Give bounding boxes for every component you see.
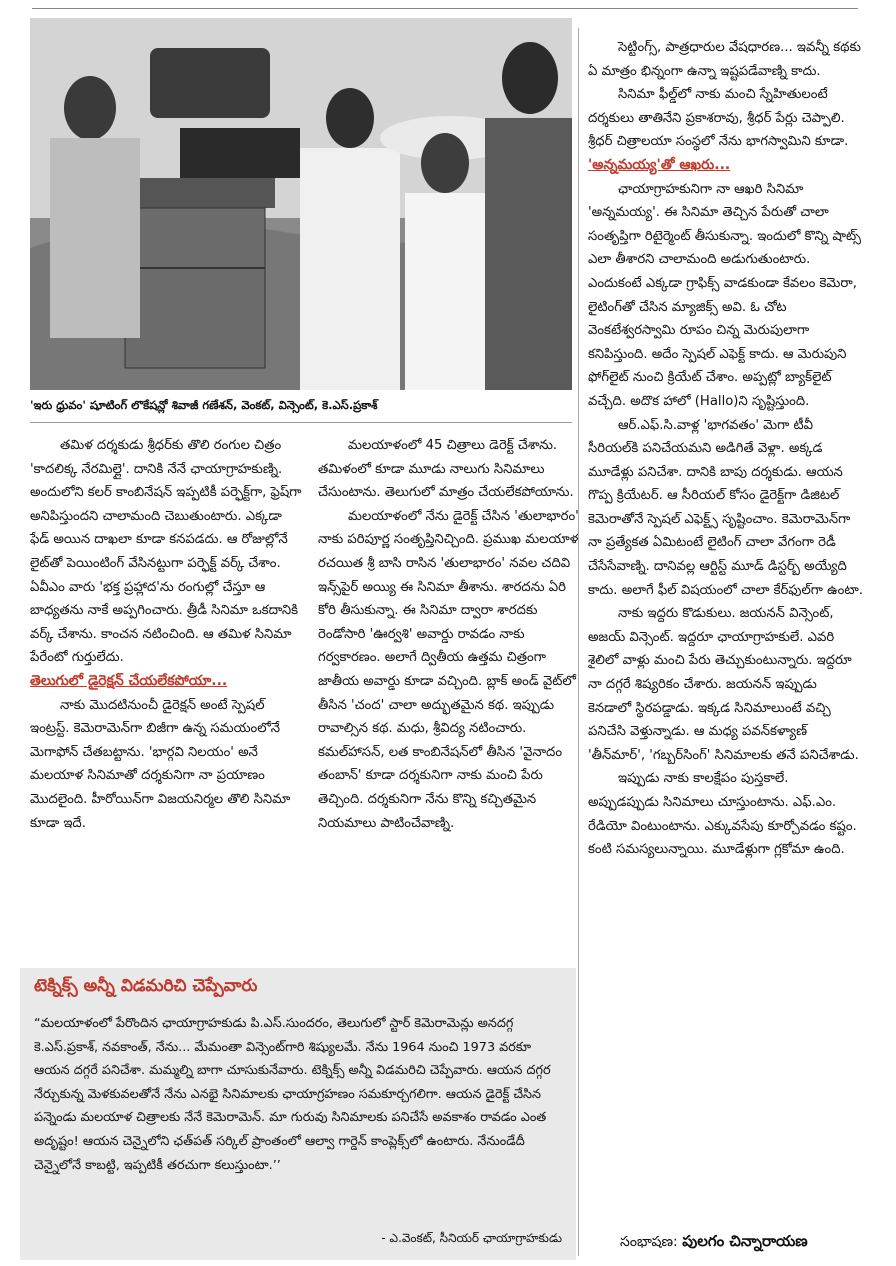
- article-column-2: [318, 434, 588, 835]
- article-column-3: [588, 36, 863, 862]
- credit-label: సంభాషణ:: [620, 1234, 678, 1250]
- paragraph: ఆర్.ఎఫ్.సి.వాళ్ల 'భాగవతం' మెగా టీవీ సీరియల్‌కి పనిచేయమని అడిగితే వెళ్లా. అక్కడ మూడేళ్లు పనిచేశా. దానికి బాపు దర్శకుడు. ఆయన గొప్ప క్రియేటర్. ఆ సీరియల్ కోసం డైరెక్ట్‌గా డిజిటల్ కెమెరాతోనే స్పెషల్ ఎఫెక్ట్స్ సృష్టించాం. కెమెరామెన్‌గా నా ప్రత్యేకత ఏమిటంటే లైటింగ్ చాలా వేగంగా రెడీ చేసేసేవాణ్ని. దానివల్ల ఆర్టిస్ట్ మూడ్ డిస్టర్బ్ అయ్యేది కాదు. అలాగే ఫీల్ విషయంలో చాలా కేర్‌ఫుల్‌గా ఉంటా.: [588, 417, 863, 598]
- subheading: 'అన్నమయ్య'తో ఆఖరు...: [588, 156, 731, 173]
- paragraph: నాకు ఇద్దరు కొడుకులు. జయనన్ విన్సెంట్, అజయ్ విన్సెంట్. ఇద్దరూ ఛాయాగ్రాహకులే. ఎవరి శైలిలో వాళ్లు మంచి పేరు తెచ్చుకుంటున్నారు. ఇద్దరూ నా దగ్గరే శిష్యరికం చేశారు. జయనన్ ఇప్పుడు కెనడాలో స్థిరపడ్డాడు. ఇక్కడ సినిమాలుంటే వచ్చి పనిచేసి వెళ్తున్నాడు. ఆ మధ్య పవన్‌కళ్యాణ్ 'తీన్‌మార్', 'గబ్బర్‌సింగ్' సినిమాలకు తనే పనిచేశాడు.: [588, 606, 859, 763]
- paragraph: సినిమా ఫీల్డ్‌లో నాకు మంచి స్నేహితులంటే దర్శకులు తాతినేని ప్రకాశరావు, శ్రీధర్ పేర్లు చెప్పాలి. శ్రీధర్ చిత్రాలయా సంస్థలో నేను భాగస్వామిని కూడా.: [588, 87, 849, 150]
- caption-rule: [30, 422, 572, 423]
- paragraph: తమిళ దర్శకుడు శ్రీధర్‌కు తొలి రంగుల చిత్రం 'కాదలిక్క నేరమిల్లై'. దానికి నేనే ఛాయాగ్రాహకుణ్ని. అందులోని కలర్ కాంబినేషన్ ఇప్పటికీ పర్ఫెక్ట్‌గా, ఫ్రెష్‌గా అనిపిస్తుందని చాలామంది చెబుతుంటారు. ఎక్కడా ఫేడ్ అయిన దాఖలా కూడా కనపడదు. ఆ రోజుల్లోనే లైట్‌తో పెయింటింగ్ వేసినట్టుగా పర్ఫెక్ట్ వర్క్ చేశాం. ఏవీఎం వారు 'భక్త ప్రహ్లాద'ను రంగుల్లో చేస్తూ ఆ బాధ్యతను నాకే అప్పగించారు. త్రీడీ సినిమా ఒకదానికి వర్క్ చేశాను. కాంచన నటించింది. ఆ తమిళ సినిమా పేరేంటో గుర్తులేదు.: [30, 438, 302, 666]
- article-column-1: [30, 434, 305, 835]
- column-divider: [578, 28, 579, 1256]
- subheading: తెలుగులో డైరెక్షన్ చేయలేకపోయా...: [30, 672, 228, 689]
- film-shooting-photo: [30, 18, 572, 390]
- photo-illustration: [30, 18, 572, 390]
- paragraph: ఇప్పుడు నాకు కాలక్షేపం పుస్తకాలే. అప్పుడప్పుడు సినిమాలు చూస్తుంటాను. ఎఫ్.ఎం. రేడియో వింటుంటాను. ఎక్కువసేపు కూర్చోవడం కష్టం. కంటి సమస్యలున్నాయి. మూడేళ్లుగా గ్లకోమా ఉంది.: [588, 771, 857, 858]
- quote-box-title: టెక్నిక్స్ అన్నీ విడమరిచి చెప్పేవారు: [34, 976, 258, 996]
- paragraph: మలయాళంలో 45 చిత్రాలు డెరెక్ట్ చేశాను. తమిళంలో కూడా మూడు నాలుగు సినిమాలు చేసుంటాను. తెలుగులో మాత్రం చేయలేకపోయాను.: [318, 438, 574, 501]
- interview-credit: [620, 1232, 808, 1254]
- quote-signature: - ఎ.వెంకట్, సీనియర్ ఛాయాగ్రాహకుడు: [381, 1231, 562, 1245]
- quote-box-text: “మలయాళంలో పేరొందిన ఛాయాగ్రాహకుడు పి.ఎస్.సుందరం, తెలుగులో స్టార్ కెమెరామెన్లు అనదగ్గ కె.ఎస్.ప్రకాశ్, నవకాంత్, నేను... మేమంతా విన్సెంట్‌గారి శిష్యులమే. నేను 1964 నుంచి 1973 వరకూ ఆయన దగ్గరే పనిచేశా. మమ్మల్ని బాగా చూసుకునేవారు. టెక్నిక్స్ అన్నీ విడమరిచి చెప్పేవారు. ఆయన దగ్గర నేర్చుకున్న మెళకువలతోనే నేను ఎనభై సినిమాలకు ఛాయాగ్రహణం సమకూర్చగలిగా. ఆయన డైరెక్ట్ చేసిన పన్నెండు మలయాళ చిత్రాలకు నేనే కెమెరామెన్. మా గురువు సినిమాలకు పనిచేసే అవకాశం రావడం ఎంత అదృష్టం! ఆయన చెన్నైలోని ఛత్‌పత్ సర్కిల్ ప్రాంతంలో ఆల్వా గార్డెన్ కాంప్లెక్స్‌లో ఉంటారు. నేనుండేదీ చెన్నైలోనే కాబట్టి, ఇప్పటికీ తరచుగా కలుస్తుంటా.’’: [34, 1016, 551, 1173]
- quote-box: [20, 968, 576, 1260]
- top-rule: [32, 8, 858, 9]
- paragraph: మలయాళంలో నేను డైరెక్ట్ చేసిన 'తులాభారం' నాకు పరిపూర్ణ సంతృప్తినిచ్చింది. ప్రముఖ మలయాళ రచయిత శ్రీ బాసి రాసిన 'తులాభారం' నవల చదివి ఇన్స్‌పైర్ అయ్యి ఈ సినిమా తీశాను. శారదను ఏరి కోరి తీసుకున్నా. ఈ సినిమా ద్వారా శారదకు రెండోసారి 'ఊర్వశి' అవార్డు రావడం నాకు గర్వకారణం. అలాగే ద్వితీయ ఉత్తమ చిత్రంగా జాతీయ అవార్డు కూడా వచ్చింది. బ్లాక్ అండ్ వైట్‌లో తీసిన 'చంద' చాలా అద్భుతమైన కథ. ఇప్పుడు రావాల్సిన కథ. మధు, శ్రీవిద్య నటించారు. కమల్‌హాసన్, లత కాంబినేషన్‌లో తీసిన 'వైనాదం తంబాన్' కూడా దర్శకునిగా నాకు మంచి పేరు తెచ్చింది. దర్శకునిగా నేను కొన్ని కచ్చితమైన నియమాలు పాటించేవాణ్ని.: [318, 508, 579, 831]
- credit-name: పులగం చిన్నారాయణ: [682, 1232, 808, 1250]
- paragraph: నాకు మొదటినుంచీ డైరెక్షన్ అంటే స్పెషల్ ఇంట్రస్ట్. కెమెరామెన్‌గా బిజీగా ఉన్న సమయంలోనే మెగాఫోన్ చేతబట్టాను. 'భార్గవి నిలయం' అనే మలయాళ సినిమాతో దర్శకునిగా నా ప్రయాణం మొదలైంది. హీరోయిన్‌గా విజయనిర్మల తొలి సినిమా కూడా ఇదే.: [30, 697, 291, 831]
- paragraph: ఛాయాగ్రాహకునిగా నా ఆఖరి సినిమా 'అన్నమయ్య'. ఈ సినిమా తెచ్చిన పేరుతో చాలా సంతృప్తిగా రిటైర్మెంట్ తీసుకున్నా. ఇందులో కొన్ని షాట్స్ ఎలా తీశారని చాలామంది అడుగుతుంటారు. ఎందుకంటే ఎక్కడా గ్రాఫిక్స్ వాడకుండా కేవలం కెమెరా, లైటింగ్‌తో చేసిన మ్యాజిక్స్ అవి. ఓ చోట వెంకటేశ్వరస్వామి రూపం చిన్న మెరుపులాగా కనిపిస్తుంది. అదేం స్పెషల్ ఎఫెక్ట్ కాదు. ఆ మెరుపుని ఫోగ్‌లైట్ నుంచి క్రియేట్ చేశాం. అప్పట్లో బ్యాక్‌లైట్ వచ్చేది. అదొక హాలో (Hallo)ని సృష్టిస్తుంది.: [588, 181, 861, 409]
- photo-caption: 'ఇరు ధ్రువం' షూటింగ్ లొకేషన్లో శివాజీ గణేశన్, వెంకట్, విన్సెంట్, కె.ఎస్.ప్రకాశ్: [30, 398, 378, 412]
- paragraph: సెట్టింగ్స్, పాత్రధారుల వేషధారణ... ఇవన్నీ కథకు ఏ మాత్రం భిన్నంగా ఉన్నా ఇష్టపడేవాణ్ని కాదు.: [588, 40, 861, 79]
